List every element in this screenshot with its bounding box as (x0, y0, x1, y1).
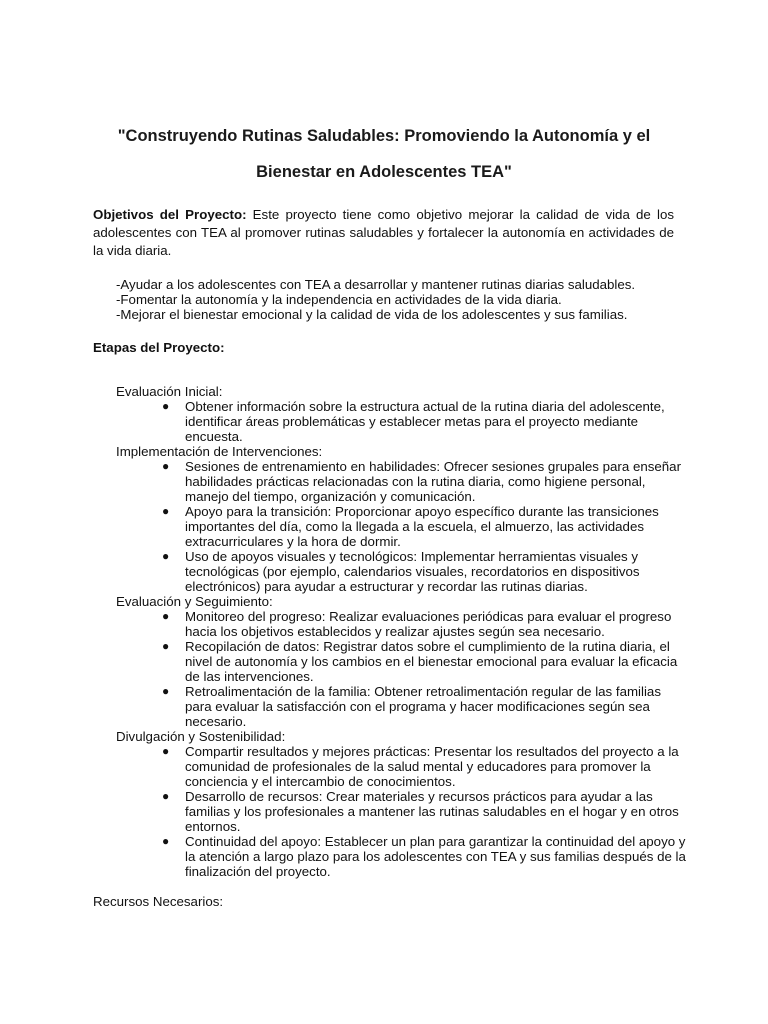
stage-evaluacion-seguimiento (116, 594, 686, 729)
stage-title: Evaluación Inicial: (116, 384, 223, 399)
resources-heading: Recursos Necesarios: (93, 894, 224, 909)
list-item-text: Uso de apoyos visuales y tecnológicos: Implementar herramientas visuales y tecnológicas (por ejemplo, calendarios visuales, recordatorios en dispositivos electrónicos) para ayudar a estructurar y recordar las rutinas diarias. (185, 549, 640, 594)
list-item (116, 504, 686, 549)
goal-item: -Mejorar el bienestar emocional y la calidad de vida de los adolescentes y sus familias. (116, 307, 628, 322)
title-line-1: "Construyendo Rutinas Saludables: Promoviendo la Autonomía y el (117, 127, 651, 145)
list-item-text: Recopilación de datos: Registrar datos sobre el cumplimiento de la rutina diaria, el nivel de autonomía y los cambios en el bienestar emocional para evaluar la eficacia de las intervenciones. (185, 639, 678, 684)
list-item-text: Monitoreo del progreso: Realizar evaluaciones periódicas para evaluar el progreso hacia los objetivos establecidos y realizar ajustes según sea necesario. (185, 609, 672, 639)
stage-evaluacion-inicial (116, 384, 686, 444)
list-item-text: Continuidad del apoyo: Establecer un plan para garantizar la continuidad del apoyo y la atención a largo plazo para los adolescentes con TEA y sus familias después de la finalización del proyecto. (185, 834, 686, 879)
bullet-icon: ● (162, 609, 170, 623)
bullet-icon: ● (162, 789, 170, 803)
stage-implementacion (116, 444, 686, 594)
bullet-icon: ● (162, 684, 170, 698)
stage-bullets (116, 459, 686, 594)
list-item (116, 789, 686, 834)
list-item (116, 684, 686, 729)
objectives-label: Objetivos del Proyecto: (93, 207, 247, 222)
goal-item: -Fomentar la autonomía y la independencia en actividades de la vida diaria. (116, 292, 562, 307)
stage-title: Implementación de Intervenciones: (116, 444, 323, 459)
stage-title: Divulgación y Sostenibilidad: (116, 729, 286, 744)
bullet-icon: ● (162, 834, 170, 848)
list-item (116, 744, 686, 789)
list-item (116, 609, 686, 639)
stage-divulgacion (116, 729, 686, 879)
stage-title: Evaluación y Seguimiento: (116, 594, 273, 609)
bullet-icon: ● (162, 549, 170, 563)
list-item-text: Sesiones de entrenamiento en habilidades: Ofrecer sesiones grupales para enseñar habilidades prácticas relacionadas con la rutina diaria, como higiene personal, manejo del tiempo, organización y comunicación. (185, 459, 681, 504)
list-item-text: Desarrollo de recursos: Crear materiales y recursos prácticos para ayudar a las familias y los profesionales a mantener las rutinas saludables en el hogar y en otros entornos. (185, 789, 679, 834)
list-item (116, 549, 686, 594)
goals-list (116, 277, 676, 322)
goal-item: -Ayudar a los adolescentes con TEA a desarrollar y mantener rutinas diarias saludables. (116, 277, 636, 292)
list-item (116, 639, 686, 684)
stage-bullets (116, 399, 686, 444)
list-item (116, 459, 686, 504)
bullet-icon: ● (162, 744, 170, 758)
list-item-text: Obtener información sobre la estructura actual de la rutina diaria del adolescente, identificar áreas problemáticas y establecer metas para el proyecto mediante encuesta. (185, 399, 665, 444)
stages-heading: Etapas del Proyecto: (93, 340, 225, 355)
objectives-paragraph (93, 206, 674, 260)
bullet-icon: ● (162, 639, 170, 653)
list-item (116, 399, 686, 444)
bullet-icon: ● (162, 399, 170, 413)
stage-bullets (116, 744, 686, 879)
list-item-text: Apoyo para la transición: Proporcionar apoyo específico durante las transiciones importantes del día, como la llegada a la escuela, el almuerzo, las actividades extracurriculares y la hora de dormir. (185, 504, 659, 549)
list-item-text: Compartir resultados y mejores prácticas: Presentar los resultados del proyecto a la comunidad de profesionales de la salud mental y educadores para promover la conciencia y el intercambio de conocimientos. (185, 744, 679, 789)
bullet-icon: ● (162, 459, 170, 473)
list-item-text: Retroalimentación de la familia: Obtener retroalimentación regular de las familias para evaluar la satisfacción con el programa y hacer modificaciones según sea necesario. (185, 684, 661, 729)
document-title (60, 118, 708, 190)
stages-section (116, 384, 686, 879)
stage-bullets (116, 609, 686, 729)
title-line-2: Bienestar en Adolescentes TEA" (256, 163, 512, 181)
objectives-text: Este proyecto tiene como objetivo mejorar la calidad de vida de los adolescentes con TEA al promover rutinas saludables y fortalecer la autonomía en actividades de la vida diaria. (93, 207, 674, 258)
bullet-icon: ● (162, 504, 170, 518)
list-item (116, 834, 686, 879)
